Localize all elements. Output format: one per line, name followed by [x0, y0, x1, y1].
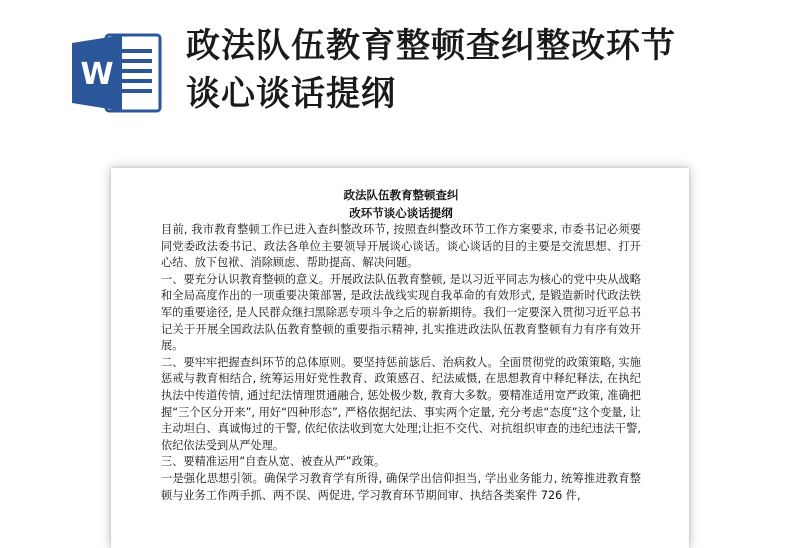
document-heading-line-1: 政法队伍教育整顿查纠 [343, 188, 459, 202]
document-paragraph: 二、要牢牢把握查纠环节的总体原则。要坚持惩前毖后、治病救人。全面贯彻党的政策策略, 实施惩戒与教育相结合, 统筹运用好党性教育、政策感召、纪法威慑, 在思想教育中释纪释法, 在执纪执法中传道传情, 通过纪法情理贯通融合, 惩处极少数, 教育大多数。要精准适用宽严政策, 准确把握“三个区分开来”, 用好“四种形态”, 严格依据纪法、事实两个定量, 充分考虑“态度”这个变量, 让主动坦白、真诚悔过的干警, 依纪依法收到宽大处理;让拒不交代、对抗组织审查的违纪违法干警, 依纪依法受到从严处理。 [161, 355, 645, 452]
page-title-line-2: 谈心谈话提纲 [186, 74, 396, 114]
page-title [186, 22, 786, 118]
document-paragraph: 目前, 我市教育整顿工作已进入查纠整改环节, 按照查纠整改环节工作方案要求, 市委书记必须要同党委政法委书记、政法各单位主要领导开展谈心谈话。谈心谈话的目的主要是交流思想、打开心结、放下包袱、消除顾虑、帮助提高、解决问题。 [161, 223, 641, 270]
page-title-line-1: 政法队伍教育整顿查纠整改环节 [186, 26, 676, 66]
document-page-preview [111, 168, 689, 548]
document-heading-line-2: 改环节谈心谈话提纲 [349, 206, 453, 220]
document-paragraph: 一、要充分认识教育整顿的意义。开展政法队伍教育整顿, 是以习近平同志为核心的党中央从战略和全局高度作出的一项重要决策部署, 是政法战线实现自我革命的有效形式, 是锻造新时代政法铁军的重要途径, 是人民群众继扫黑除恶专项斗争之后的崭新期待。我们一定要深入贯彻习近平总书记关于开展全国政法队伍教育整顿的重要指示精神, 扎实推进政法队伍教育整顿有力有序有效开展。 [161, 272, 641, 353]
document-body [161, 186, 645, 504]
document-paragraph: 三、要精准运用“自查从宽、被查从严”政策。 [161, 455, 386, 469]
document-paragraph: 一是强化思想引领。确保学习教育学有所得, 确保学出信仰担当, 学出业务能力, 统筹推进教育整顿与业务工作两手抓、两不误、两促进, 学习教育环节期间审、执结各类案件 726 件, [161, 471, 641, 502]
word-logo-letter: W [80, 57, 114, 92]
word-document-icon [70, 31, 162, 115]
